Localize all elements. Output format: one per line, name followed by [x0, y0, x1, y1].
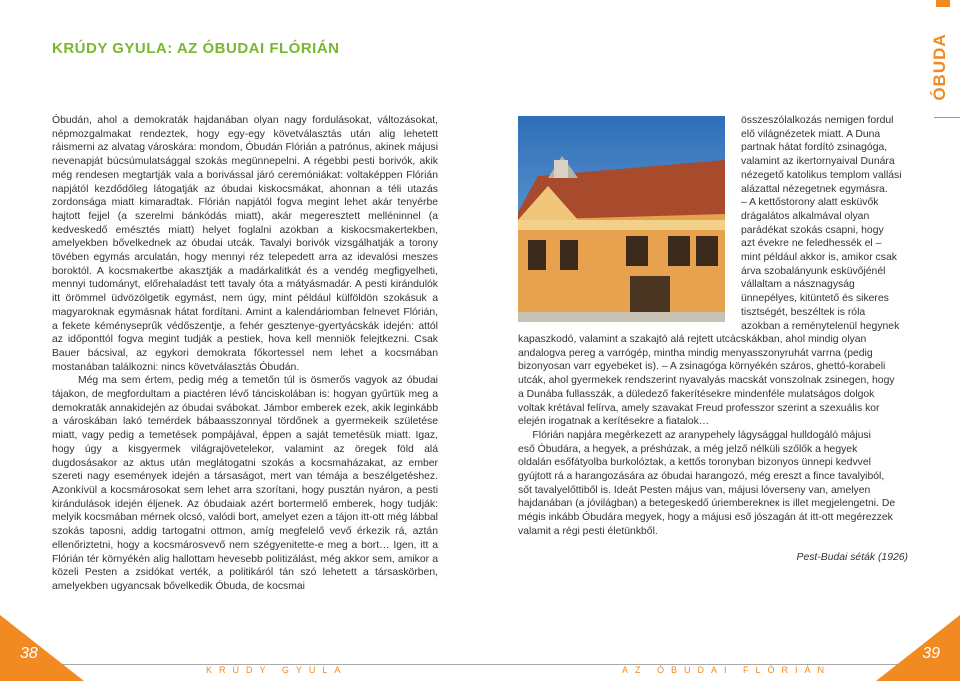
text-line: valamint az ikertornyaival Dunára [741, 156, 895, 168]
text-line: eső Óbudára, a hegyek, a préshάzak, a még jelző nélküli szőlők a hegyek [518, 443, 858, 455]
footer-corner-left [0, 615, 84, 681]
text-line: kapaszkodó, valamint a szakajtó alá rejtett utcácskákban, ahol mindig olyan [518, 334, 867, 345]
source-signature: Pest-Budai séták (1926) [796, 552, 908, 563]
text-line: parádékat szokás csapni, hogy [741, 224, 884, 236]
text-line: andalogva pereg a varrógép, mintha mindig menyasszonyruhát varrna (pedig [518, 347, 873, 359]
text-line: gyújtott rá a harangozására az óbudai harangozó, még ereszt a fince tavalyiból, [518, 471, 885, 483]
text-line: alázattal nézegetnek egymásra. [741, 183, 888, 195]
running-header-left: KRÚDY GYULA [206, 665, 348, 675]
building-photo [518, 116, 725, 322]
right-column-lower [518, 333, 895, 539]
text-line: Flórián napjára megérkezett az aranypehely lágysággal hulldogáló májusi [518, 429, 871, 441]
brand-label: ÓBUDA [930, 33, 949, 101]
text-line: tisztségét, beszéltek is róla [741, 306, 866, 318]
text-line: mint például akkor is, amikor csak [741, 252, 897, 264]
text-line: elő világnézetek miatt. A Duna [741, 128, 881, 140]
page-number-left: 38 [20, 645, 38, 662]
paragraph: Óbudán, ahol a demokraták hajdanában olyan nagy fordulásokat, változásokat, népmozgalmakat rendeztek, hogy egy-egy követválasztás után alig lehetett ráismerni az alvatag városkára: mondom, Óbudán Flórián a patrónus, akinek májusi nevenapját búcsúmulatsággal szokás megünnepelni. A régebbi pesti borivók, akik még rendesen megtartják vala a borivással járó ceremóniákat: voltaképpen Flórián napjától kezdődőleg látogatják az óbudai kiskocsmákat, ahonnan a téli utazás zordonsága miatt kimaradtak. Flórián napjától fogva megint lehet akár tenyérbe hajtott fejjel (a szerelmi bánkódás miatt), akár megeresztett melléninnel (a kedveskedő emésztés miatt) helyet foglalni azokban a kiskocsmakertekben, amelyekben bővelkednek az óbudai utcák. Tavalyi borivók vizsgálhatják a torony tövében egymás arculatán, hogy mennyi réz telepedett arra az idevalósi meszes boroktól. A kocsmakertbe akasztják a madárkalitkát és a vendég megfigyelheti, mennyi tudományt, előrehaladást tett tavaly óta a mátyásmadár. A pesti kirándulók itt örömmel üdvözölgetik egymást, nem úgy, mint például külföldön szokásuk a magyaroknak egymásnak hátat fordítani. Amint a kalendáriomban felnevet Flórián, a fekete kéményseprűk védőszentje, a fehér gesztenye-gyertyácskák idején: attól az időponttól fogva megint tudják a pestiek, hova kell menniök felejtkezni. Csak Bauer bácsival, az egykori demokrata főkortessel nem lehet a kocsmában mostanában találkozni: nincs követválasztás Óbudán. [52, 115, 438, 373]
paragraph: Még ma sem értem, pedig még a temetőn túl is ösmerős vagyok az óbudai tájakon, de megfordultam a piactéren lévő tánciskolában is: hogyan gyűrtük meg a demokraták annakidején az óbudai svábokat. Jámbor emberek ezek, akik leginkább a városkában lakó temérdek bábaasszonnyal tördőnek a gyermekeik születése miatt, vagy pedig a temetések pompájával, éppen a saját temetésük miatt. Igaz, hogy úgy a kisgyermek világrajövetelekor, valamint az öregek föld alá dugdosásakor az aktus után meglátogatni szokás a kocsmaházakat, az ember szereti nagy események idején a társaságot, mert van témája a beszélgetéshez. Azonkívül a kocsmárosokat sem lehet arra szorítani, hogy pusztán nyáron, a pesti kirándulások idején éljenek. Az óbudaiak azért bortermelő emberek, hogy tudják: melyik kocsmában mérnek olcsó, valódi bort, amelyet ezen a tájon itt-ott még lábbal szokás taposni, addig tartogatni ottmon, amíg megfelelő vevő érkezik rá, aztán ellenőriztetni, hogy a kocsmárosvevő nem szégyenitette-e meg a bort… Igen, itt a Flórián tér környékén alig hallottam hevesebb politizálást, még akkor sem, amikor a közeli Pesten a zsidókat verték, a politikáról tán szó lehetett a társaskörben, amelyekben ugyancsak bővelkedik Óbuda, de kocsmai [52, 375, 438, 592]
text-line: azokban a reménytelenül hegynek [741, 320, 900, 332]
text-line: utcák, ahol gyermekek rendszerint nyavalyás macskát vonszolnak zsinegen, hogy [518, 375, 895, 387]
text-line: vállaltam a násznagyság [741, 279, 855, 291]
text-line: drágalátos alkalmával olyan [741, 210, 870, 222]
text-line: bizonyosan varr egyebeket is). – A zsinagóga környékén száros, ghettó-korabeli [518, 361, 886, 373]
text-line: voltak krétával felírva, amely szavakat Freud professzor szerint a szexuális kor [518, 402, 880, 414]
text-line: – A kettőstorony alatt esküvők [741, 197, 879, 209]
right-column-upper [741, 114, 902, 333]
text-line: nézegető katolikus templom vallási [741, 169, 902, 181]
running-header-right: AZ ÓBUDAI FLÓRIÁN [622, 665, 832, 675]
text-line: valamit a régi pesti életünkből. [518, 525, 658, 537]
page-corner-mark [936, 0, 950, 7]
text-line: összeszólalkozás nemigen fordul [741, 115, 894, 126]
text-line: ünnepélyes, kitüntető és sikeres [741, 293, 889, 305]
page-footer [0, 629, 960, 681]
text-line: elején irogatnak a kerítésekre a fiatalok… [518, 416, 710, 428]
footer-corner-right [876, 615, 960, 681]
brand-rule [934, 117, 960, 118]
text-line: árva szobalányunk esküvőjénél [741, 265, 886, 277]
text-line: partnak hátat fordító zsinagóga, [741, 142, 888, 154]
text-line: a Dunába fullasszák, a düledező fakerítésekre mindenféle mulatságos dolgok [518, 388, 875, 400]
left-column-text [52, 114, 438, 594]
text-line: hajdanában (a jóvilágban) a betegeskedő úriemberekneк is illet megjelengetni. De [518, 498, 896, 510]
text-line: oldalán esőfátyolba burkolóztak, a kettős toronyban bizonyos ünnepi kedvvel [518, 457, 871, 469]
page-title: KRÚDY GYULA: AZ ÓBUDAI FLÓRIÁN [52, 40, 340, 57]
text-line: sőt tavalyelőttiből is. Ideát Pesten május van, májusi lóverseny van, amelyen [518, 484, 871, 496]
page-number-right: 39 [922, 645, 940, 662]
text-line: mégis inkább Óbudára megyek, hogy a májusi eső jószagán át itt-ott megérezzek [518, 512, 893, 524]
brand-vertical [928, 33, 952, 101]
building-illustration [518, 116, 725, 322]
text-line: azt évekre ne feledhessék el – [741, 238, 882, 250]
